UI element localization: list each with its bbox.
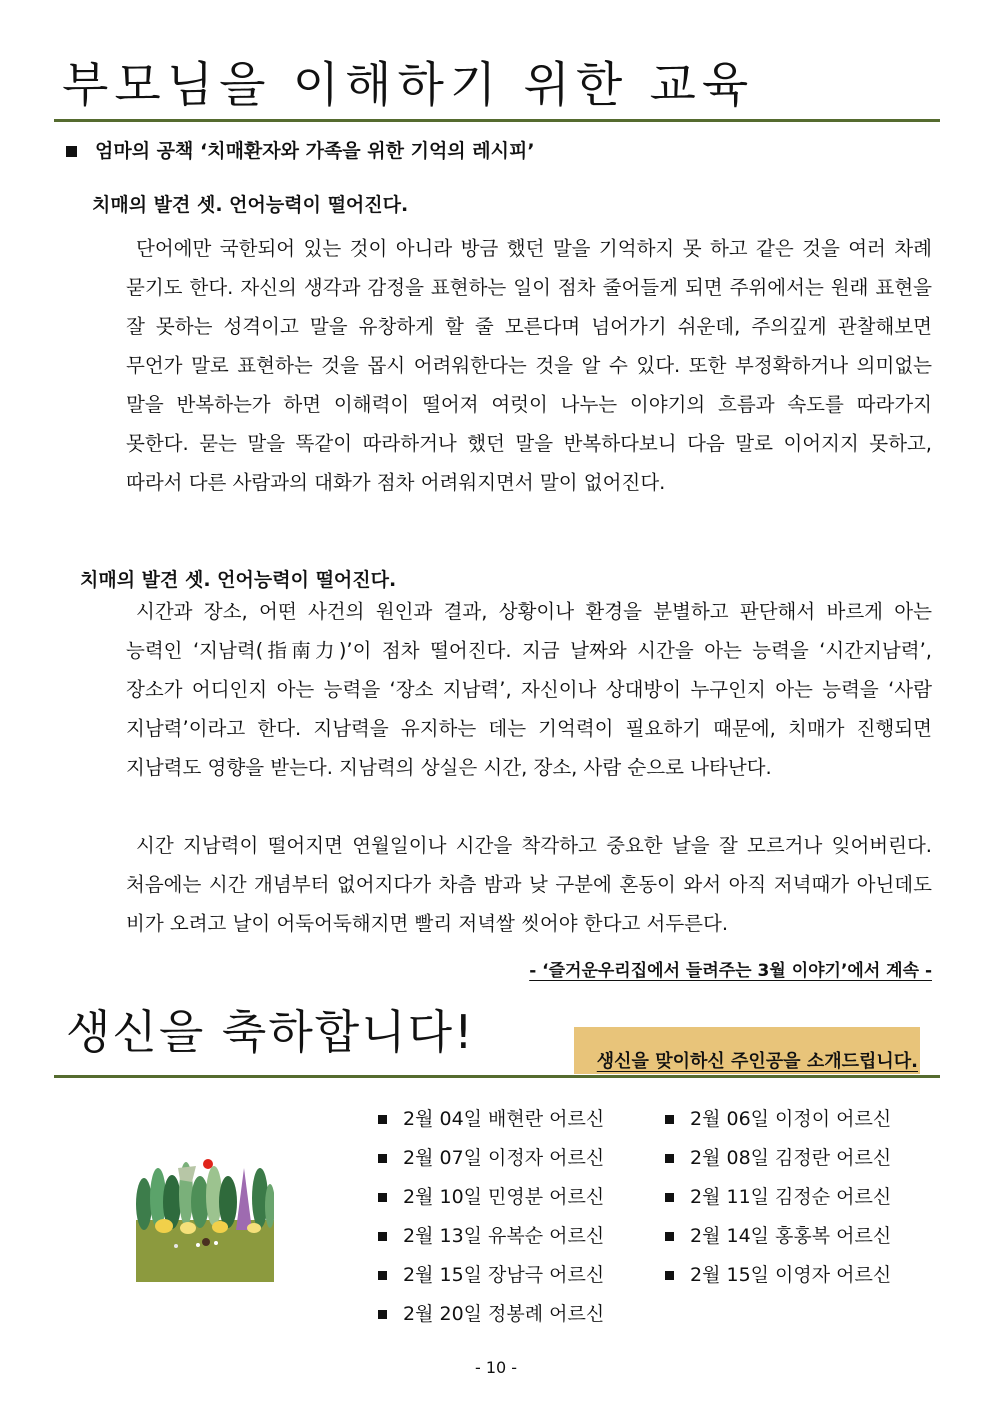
square-bullet-icon (378, 1193, 387, 1202)
birthday-item-text: 2월 10일 민영분 어르신 (403, 1186, 605, 1208)
source-credit: - ‘즐거운우리집에서 들려주는 3월 이야기’에서 계속 - (529, 961, 932, 981)
square-bullet-icon (378, 1232, 387, 1241)
birthday-item-text: 2월 06일 이정이 어르신 (690, 1108, 892, 1130)
square-bullet-icon (665, 1271, 674, 1280)
square-bullet-icon (378, 1310, 387, 1319)
square-bullet-icon (378, 1115, 387, 1124)
birthday-item (665, 1182, 891, 1209)
birthday-item (378, 1221, 604, 1248)
page-number: - 10 - (474, 1358, 518, 1377)
birthday-item-text: 2월 07일 이정자 어르신 (403, 1147, 605, 1169)
square-bullet-icon (665, 1193, 674, 1202)
square-bullet-icon (665, 1232, 674, 1241)
square-bullet-icon (378, 1271, 387, 1280)
birthday-item (378, 1299, 604, 1326)
title-divider (54, 119, 940, 122)
subheading-1: 치매의 발견 셋. 언어능력이 떨어진다. (92, 194, 409, 216)
page-title: 부모님을 이해하기 위한 교육 (62, 57, 755, 113)
subheading-2: 치매의 발견 셋. 언어능력이 떨어진다. (80, 569, 397, 591)
birthday-item (378, 1182, 604, 1209)
birthday-item-text: 2월 20일 정봉례 어르신 (403, 1303, 605, 1325)
birthday-item (665, 1221, 891, 1248)
birthday-divider (54, 1075, 940, 1078)
square-bullet-icon (66, 146, 77, 157)
section-heading (66, 136, 535, 163)
birthday-title: 생신을 축하합니다! (66, 1005, 475, 1059)
birthday-item (665, 1260, 891, 1287)
birthday-item (378, 1260, 604, 1287)
paragraph-2: 시간과 장소, 어떤 사건의 원인과 결과, 상황이나 환경을 분별하고 판단해서 바르게 아는 능력인 ‘지남력(指南力)’이 점차 떨어진다. 지금 날짜와 시간을 아는 능력을 ‘시간지남력’, 장소가 어디인지 아는 능력을 ‘장소 지남력’, 자신이나 상대방이 누구인지 아는 능력을 ‘사람 지남력’이라고 한다. 지남력을 유지하는 데는 기억력이 필요하기 때문에, 치매가 진행되면 지남력도 영향을 받는다. 지남력의 상실은 시간, 장소, 사람 순으로 나타난다. (126, 600, 932, 779)
paragraph-3: 시간 지남력이 떨어지면 연월일이나 시간을 착각하고 중요한 날을 잘 모르거나 잊어버린다. 처음에는 시간 개념부터 없어지다가 차츰 밤과 낮 구분에 혼동이 와서 아직 저녁때가 아닌데도 비가 오려고 날이 어둑어둑해지면 빨리 저녁쌀 씻어야 한다고 서두른다. (126, 834, 932, 935)
birthday-intro-box (574, 1027, 920, 1074)
birthday-item (665, 1143, 891, 1170)
square-bullet-icon (665, 1154, 674, 1163)
forest-illustration (136, 1146, 274, 1282)
birthday-item (378, 1104, 604, 1131)
birthday-item (378, 1143, 604, 1170)
section-heading-text: 엄마의 공책 ‘치매환자와 가족을 위한 기억의 레시피’ (95, 140, 535, 162)
square-bullet-icon (378, 1154, 387, 1163)
square-bullet-icon (665, 1115, 674, 1124)
birthday-item-text: 2월 14일 홍홍복 어르신 (690, 1225, 892, 1247)
paragraph-1: 단어에만 국한되어 있는 것이 아니라 방금 했던 말을 기억하지 못 하고 같은 것을 여러 차례 묻기도 한다. 자신의 생각과 감정을 표현하는 일이 점차 줄어들게 되면 주위에서는 원래 표현을 잘 못하는 성격이고 말을 유창하게 할 줄 모른다며 넘어가기 쉬운데, 주의깊게 관찰해보면 무언가 말로 표현하는 것을 몹시 어려워한다는 것을 알 수 있다. 또한 부정확하거나 의미없는 말을 반복하는가 하면 이해력이 떨어져 여럿이 나누는 이야기의 흐름과 속도를 따라가지 못한다. 묻는 말을 똑같이 따라하거나 했던 말을 반복하다보니 다음 말로 이어지지 못하고, 따라서 다른 사람과의 대화가 점차 어려워지면서 말이 없어진다. (126, 237, 932, 494)
birthday-intro-text: 생신을 맞이하신 주인공을 소개드립니다. (596, 1051, 918, 1072)
birthday-item-text: 2월 15일 장남극 어르신 (403, 1264, 605, 1286)
birthday-item-text: 2월 13일 유복순 어르신 (403, 1225, 605, 1247)
birthday-item (665, 1104, 891, 1131)
birthday-item-text: 2월 04일 배현란 어르신 (403, 1108, 605, 1130)
birthday-item-text: 2월 08일 김정란 어르신 (690, 1147, 892, 1169)
birthday-item-text: 2월 15일 이영자 어르신 (690, 1264, 892, 1286)
birthday-item-text: 2월 11일 김정순 어르신 (690, 1186, 892, 1208)
